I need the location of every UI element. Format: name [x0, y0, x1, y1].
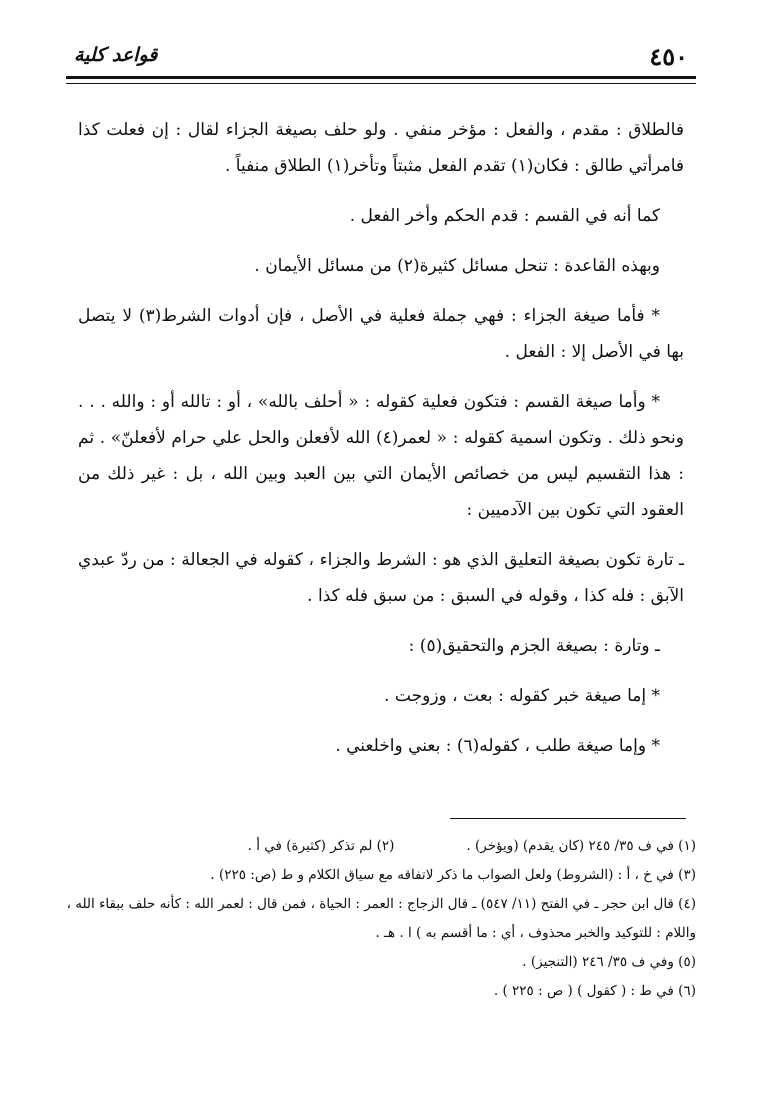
footnotes [66, 832, 696, 1006]
main-text [78, 112, 684, 778]
running-title: قواعد كلية [74, 44, 158, 66]
paragraph: * فأما صيغة الجزاء : فهي جملة فعلية في الأصل ، فإن أدوات الشرط(٣) لا يتصل بها في الأصل إلا : الفعل . [78, 306, 684, 362]
footnote: (٤) قال ابن حجر ـ في الفتح (١١/ ٥٤٧) ـ قال الزجاج : العمر : الحياة ، فمن قال : لعمر الله : كأنه حلف ببقاء الله ، واللام : للتوكيد والخبر محذوف ، أي : ما أقسم به ) ا . هـ . [66, 896, 696, 941]
paragraph: * وإما صيغة طلب ، كقوله(٦) : بعني واخلعني . [335, 736, 660, 756]
footnote-separator [450, 818, 686, 819]
footnote: (١) في ف ٣٥/ ٢٤٥ (كان يقدم) (ويؤخر) . [466, 838, 696, 854]
header-rule [66, 76, 696, 79]
paragraph: ـ وتارة : بصيغة الجزم والتحقيق(٥) : [408, 636, 660, 656]
footnote-row [66, 832, 696, 861]
footnote: (٣) في خ ، أ : (الشروط) ولعل الصواب ما ذكر لاتفاقه مع سياق الكلام و ط (ص: ٢٢٥) . [210, 867, 696, 883]
footnote: (٢) لم تذكر (كثيرة) في أ . [247, 838, 395, 854]
paragraph: ـ تارة تكون بصيغة التعليق الذي هو : الشرط والجزاء ، كقوله في الجعالة : من ردّ عبدي الآبق : فله كذا ، وقوله في السبق : من سبق فله كذا . [78, 550, 684, 606]
paragraph: فالطلاق : مقدم ، والفعل : مؤخر منفي . ولو حلف بصيغة الجزاء لقال : إن فعلت كذا فامرأتي طالق : فكان(١) تقدم الفعل مثبتاً وتأخر(١) الطلاق منفياً . [78, 120, 684, 176]
page-number: ٤٥٠ [649, 42, 688, 71]
footnote: (٥) وفي ف ٣٥/ ٢٤٦ (التنجيز) . [522, 954, 696, 970]
page-header [66, 42, 696, 76]
paragraph: * وأما صيغة القسم : فتكون فعلية كقوله : « أحلف بالله» ، أو : تالله أو : والله . . . ونحو ذلك . وتكون اسمية كقوله : « لعمر(٤) الله لأفعلن والحل علي حرام لأفعلنّ» . ثم : هذا التقسيم ليس من خصائص الأيمان التي بين العبد وبين الله ، بل : غير ذلك من العقود التي تكون بين الآدميين : [78, 392, 684, 520]
footnote: (٦) في ط : ( كقول ) ( ص : ٢٢٥ ) . [493, 983, 696, 999]
header-rule-thin [66, 83, 696, 84]
paragraph: وبهذه القاعدة : تنحل مسائل كثيرة(٢) من مسائل الأيمان . [254, 256, 660, 276]
paragraph: * إما صيغة خبر كقوله : بعت ، وزوجت . [384, 686, 660, 706]
paragraph: كما أنه في القسم : قدم الحكم وأخر الفعل . [349, 206, 660, 226]
